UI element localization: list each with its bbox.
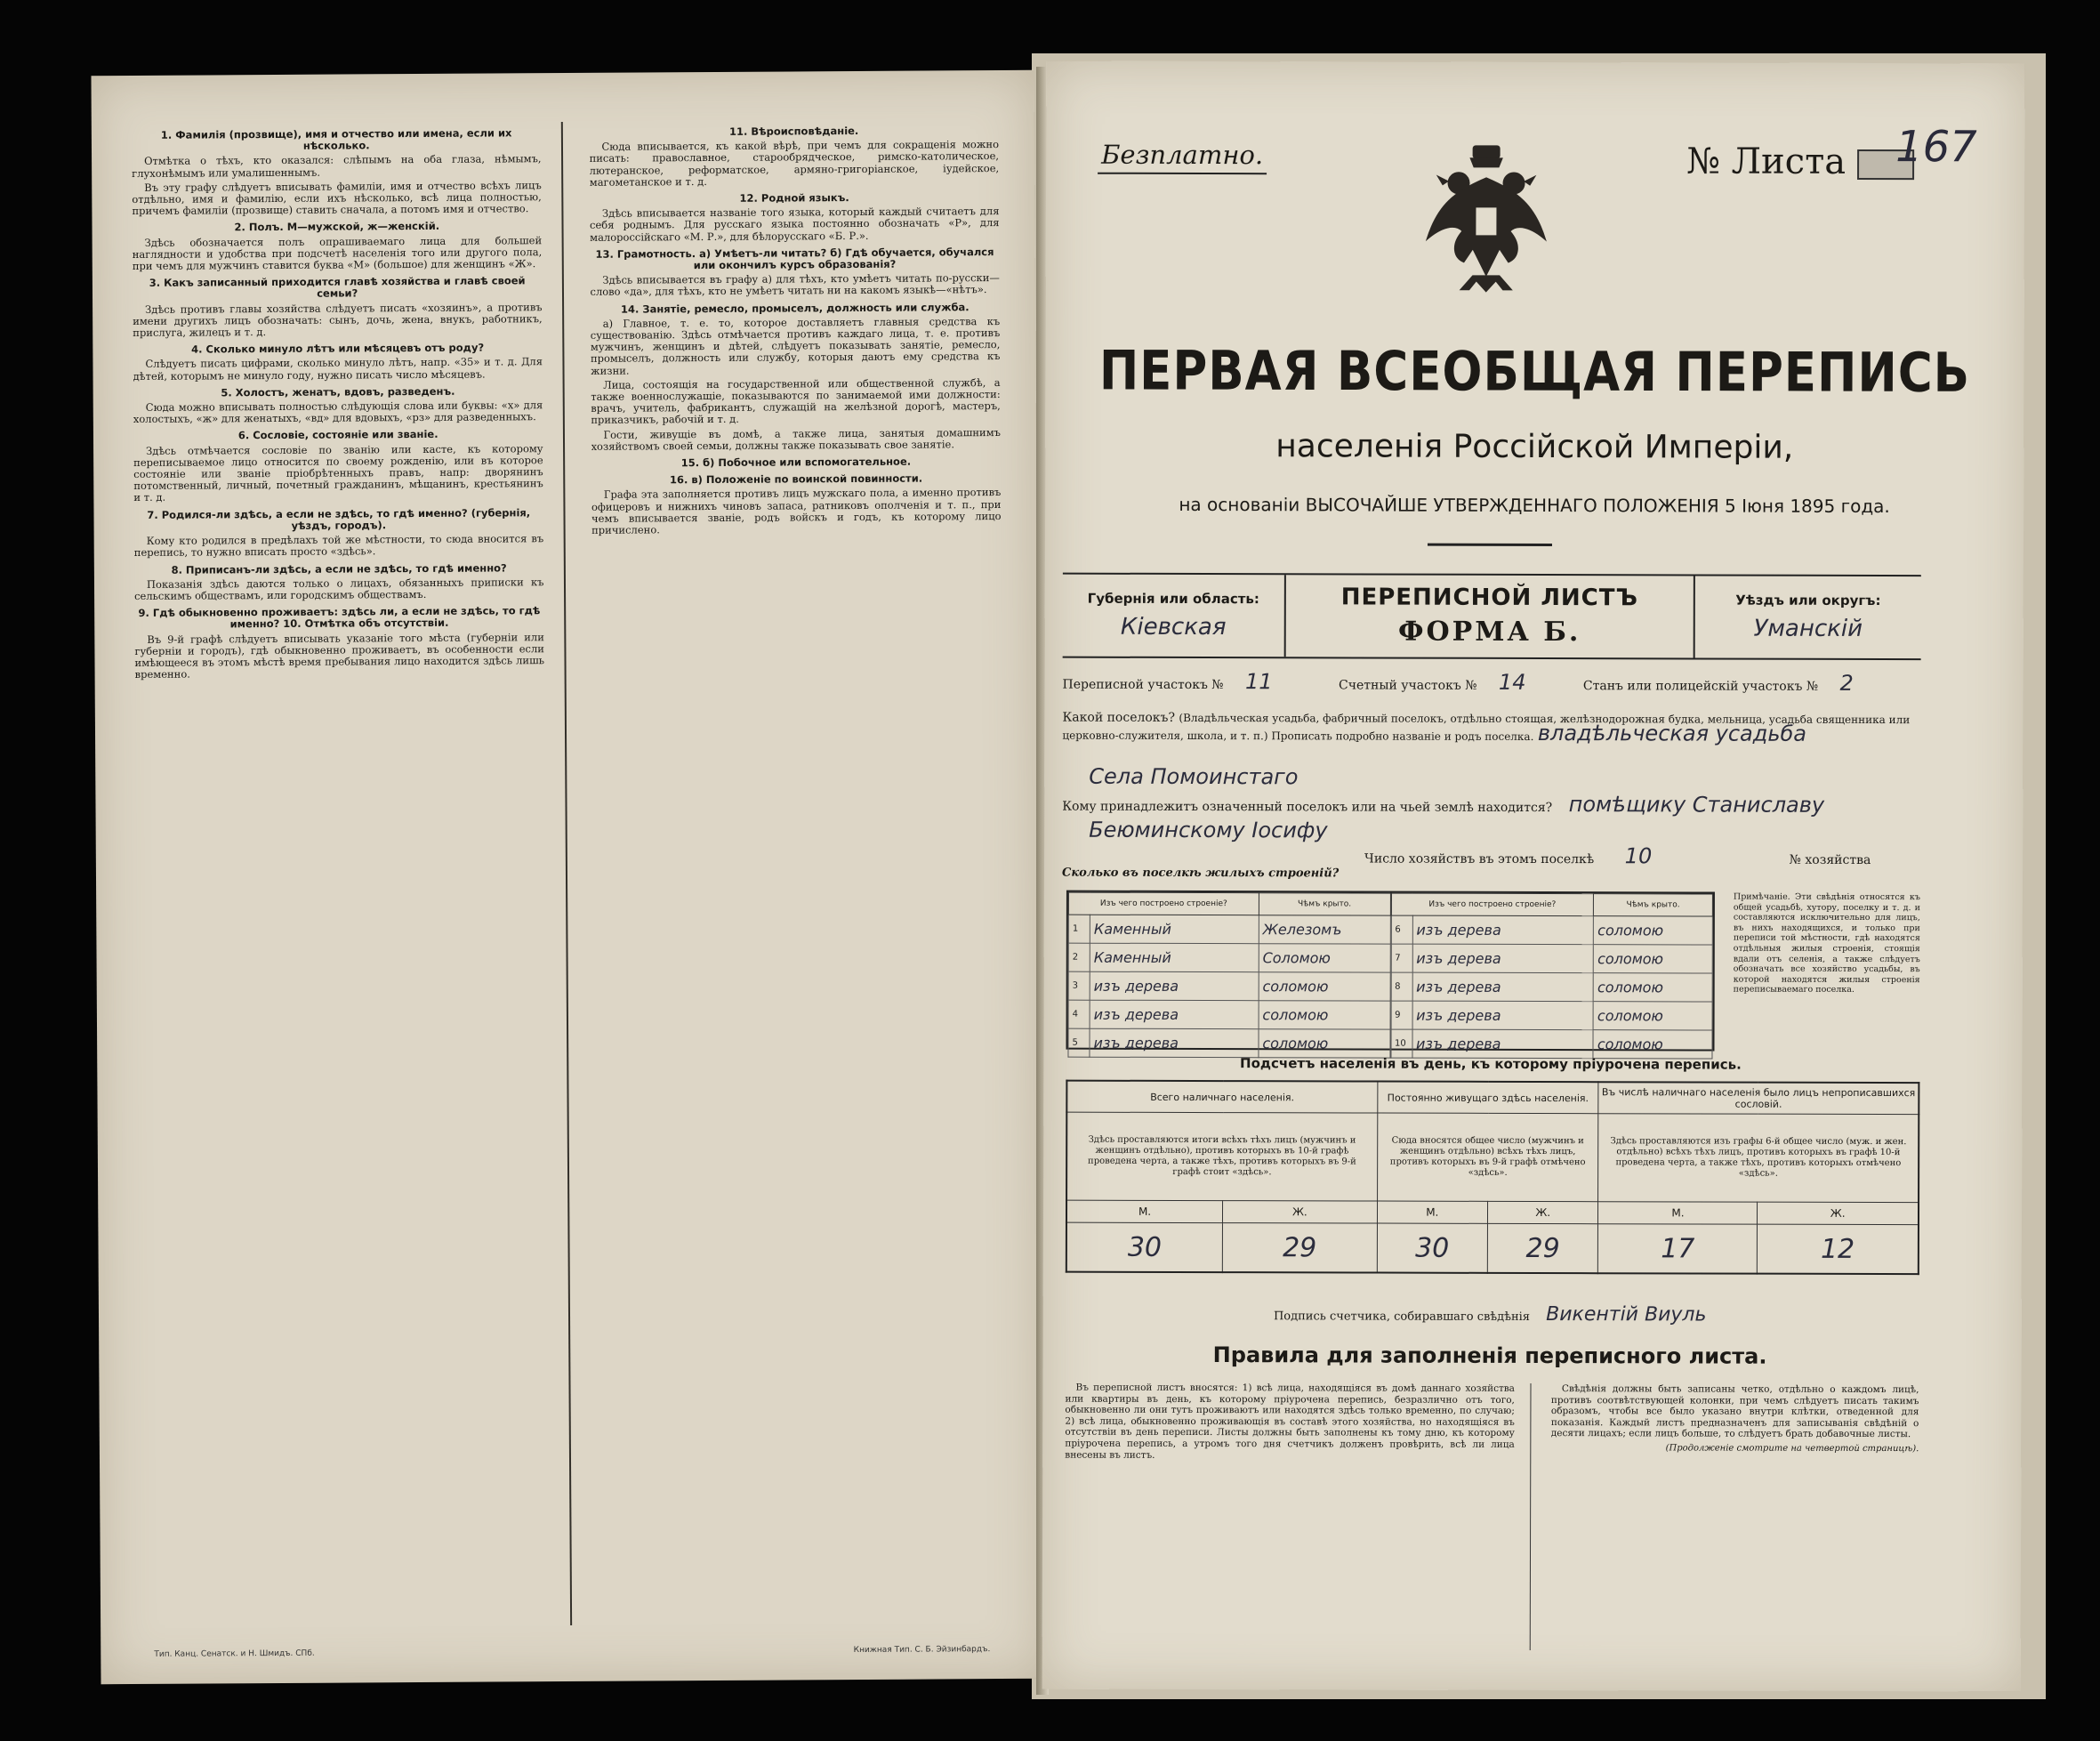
male-label: М. — [1066, 1200, 1223, 1222]
household-number-label: № хозяйства — [1789, 852, 1871, 867]
district-value: Уманскій — [1753, 615, 1863, 642]
building-roof: соломою — [1593, 973, 1712, 1002]
handwritten-page-number: 167 — [1895, 122, 1977, 173]
settlement-line — [1062, 711, 1920, 746]
building-material: изъ дерева — [1412, 944, 1594, 973]
province-label: Губернія или область: — [1087, 590, 1259, 608]
population-desc-total: Здѣсь проставляются итоги всѣхъ тѣхъ лицъ (мужчинъ и женщинъ отдѣльно), противъ которыхъ въ 10-й графѣ проведена черта, а также тѣхъ, противъ которыхъ въ 9-й графѣ стоит «здѣсь». — [1066, 1112, 1377, 1201]
population-count: 12 — [1758, 1224, 1919, 1274]
building-row — [1068, 1000, 1390, 1029]
census-district-line — [1063, 669, 1921, 697]
male-label: М. — [1598, 1202, 1758, 1224]
building-material: Каменный — [1090, 943, 1259, 971]
population-count: 30 — [1377, 1223, 1488, 1273]
building-roof: соломою — [1593, 1002, 1712, 1030]
counting-district-label: Счетный участокъ № — [1338, 678, 1477, 693]
rules-column-right — [1550, 1383, 1919, 1651]
instruction-paragraph: Здѣсь обозначается полъ опрашиваемаго лица для большей наглядности и удобства при подсчетѣ населенія того или другого пола, при чемъ для мужчинъ ставится буква «М» (большое) для женщинъ «Ж». — [132, 233, 543, 273]
settlement-value-1: владѣльческая усадьба — [1537, 721, 1807, 746]
buildings-label: Сколько въ поселкѣ жилыхъ строеній? — [1061, 866, 1340, 881]
instruction-paragraph: а) Главное, т. е. то, которое доставляетъ главныя средства къ существованію. Здѣсь отмѣчается противъ каждаго лица, т. е. противъ мужчинъ, женщинъ и дѣтей, слѣдуетъ показывать занятіе, ремесло, промыселъ, должность или службу, которыя даютъ ему средства къ жизни. — [590, 314, 1001, 377]
form-header — [1063, 573, 1921, 661]
settlement-line-2 — [1062, 764, 1920, 792]
population-title: Подсчетъ населенія въ день, къ которому пріурочена перепись. — [1240, 1055, 1742, 1073]
instruction-heading: 15. б) Побочное или вспомогательное. — [680, 455, 912, 470]
instruction-heading: 3. Какъ записанный приходится главѣ хозяйства и главѣ своей семьи? — [149, 274, 526, 301]
building-row — [1068, 1028, 1390, 1058]
female-label: Ж. — [1223, 1201, 1378, 1223]
population-header-permanent: Постоянно живущаго здѣсь населенія. — [1377, 1082, 1598, 1114]
census-subtitle: населенія Россійской Имперіи, — [1275, 428, 1794, 466]
sheet-number-label: № Листа — [1686, 141, 1847, 182]
counting-district-value: 14 — [1498, 669, 1526, 695]
instruction-paragraph: Въ 9-й графѣ слѣдуетъ вписывать указаніе того мѣста (губерніи или губерніи и городъ), гдѣ обыкновенно проживаетъ, въ особенности если имѣющееся въ этомъ мѣстѣ время пребывания лицо находится здѣсь лишь временно. — [134, 630, 545, 681]
female-label: Ж. — [1758, 1202, 1919, 1224]
instruction-paragraph: Отмѣтка о тѣхъ, кто оказался: слѣпымъ на оба глаза, нѣмымъ, глухонѣмымъ или умалишеннымъ. — [132, 152, 542, 180]
form-title-cell — [1284, 575, 1695, 657]
building-number: 5 — [1068, 1028, 1090, 1057]
population-header-total: Всего наличнаго населенія. — [1066, 1081, 1377, 1113]
instruction-paragraph: Здѣсь отмѣчается сословіе по званію или касте, къ которому переписываемое лицо относится по своему рожденію, или въ которое состояніе или званіе пріобрѣтенныхъ правъ, напр: дворянинъ потомственный, личный, почетный гражданинъ, мѣщанинъ, крестьянинъ и т. д. — [133, 441, 543, 504]
printer-note-right: Книжная Тип. С. Б. Эйзинбардъ. — [853, 1645, 991, 1656]
population-header-other: Въ числѣ наличнаго населенія было лицъ непрописавшихся сословій. — [1598, 1082, 1919, 1114]
population-count: 30 — [1066, 1222, 1223, 1272]
instruction-heading: 9. Гдѣ обыкновенно проживаетъ: здѣсь ли, а если не здѣсь, то гдѣ именно? 10. Отмѣтка объ отсутствіи. — [138, 604, 541, 631]
instruction-paragraph: Гости, живущіе въ домѣ, а также лица, занятыя домашнимъ хозяйствомъ своей семьи, должны также показывать свое занятіе. — [591, 425, 1001, 453]
building-roof: соломою — [1594, 916, 1713, 945]
census-district-label: Переписной участокъ № — [1062, 677, 1224, 693]
building-number: 1 — [1068, 915, 1090, 943]
buildings-col-material: Изъ чего построено строеніе? — [1068, 892, 1259, 915]
instruction-paragraph: Кому кто родился в предѣлахъ той же мѣстности, то сюда вносится въ перепись, то нужно вписать просто «здѣсь». — [133, 532, 544, 560]
building-number: 10 — [1390, 1029, 1412, 1058]
settlement-label: Какой поселокъ? — [1062, 710, 1176, 725]
building-row — [1391, 1001, 1713, 1030]
sheet-number — [1686, 141, 1914, 182]
buildings-col-roof: Чѣмъ крыто. — [1259, 893, 1390, 915]
building-row — [1390, 1029, 1712, 1059]
free-label: Безплатно. — [1098, 140, 1267, 174]
instruction-paragraph: Лица, состоящія на государственной или общественной службѣ, а также военнослужащіе, показываются по занимаемой ими должности: врачъ, учитель, фабрикантъ, служащій на желѣзной дорогѣ, мастеръ, приказчикъ, рабочій и т. д. — [591, 375, 1001, 427]
instruction-paragraph: Сюда вписывается, къ какой вѣрѣ, при чемъ для сокращенія можно писать: православное, старообрядческое, римско-католическое, лютеранское, реформатское, армяно-григоріанское, іудейское, магометанское и т. д. — [589, 138, 1000, 189]
building-material: изъ дерева — [1412, 972, 1594, 1002]
building-row — [1391, 972, 1713, 1002]
title-divider — [1428, 544, 1552, 546]
instruction-heading: 8. Приписанъ-ли здѣсь, а если не здѣсь, то гдѣ именно? — [171, 560, 507, 576]
population-table — [1066, 1080, 1920, 1276]
households-value: 10 — [1624, 843, 1653, 869]
rules-title: Правила для заполненія переписного листа. — [1212, 1342, 1767, 1369]
households-label: Число хозяйствъ въ этомъ поселкѣ — [1364, 851, 1595, 867]
rules-text — [1065, 1382, 1919, 1652]
instruction-paragraph: Слѣдуетъ писать цифрами, сколько минуло лѣтъ, напр. «35» и т. д. Для дѣтей, которымъ не минуло году, нужно писать число мѣсяцевъ. — [133, 355, 543, 383]
buildings-col-roof-2: Чѣмъ крыто. — [1594, 894, 1713, 916]
instruction-heading: 14. Занятіе, ремесло, промыселъ, должность или служба. — [620, 300, 970, 316]
building-material: изъ дерева — [1412, 1029, 1593, 1059]
instruction-paragraph: Здѣсь вписывается въ графу а) для тѣхъ, кто умѣетъ читать по-русски—слово «да», для тѣхъ, кто не умѣетъ читать ни на какомъ языкѣ—«нѣтъ». — [590, 271, 1000, 299]
population-count: 17 — [1598, 1224, 1758, 1274]
province-value: Кіевская — [1120, 613, 1227, 641]
buildings-note: Примѣчаніе. Эти свѣдѣнія относятся къ общей усадьбѣ, хутору, поселку и т. д. и составляются исключительно для лицъ, въ нихъ находящихся, и только при переписи той мѣстности, гдѣ находятся отдѣльныя жилыя строенія, стоящія вдали отъ селенія, а также слѣдуетъ обозначать все хозяйство усадьбы, въ которой находятся жилыя строенія переписываемаго поселка. — [1733, 891, 1920, 995]
district-label: Уѣздъ или округъ: — [1735, 592, 1881, 609]
buildings-table-left — [1067, 892, 1390, 1059]
owner-value-1: помѣщику Станиславу — [1568, 792, 1825, 818]
owner-line — [1062, 791, 1920, 818]
building-number: 6 — [1391, 915, 1412, 944]
population-desc-permanent: Сюда вносятся общее число (мужчинъ и женщинъ отдѣльно) всѣхъ тѣхъ лицъ, противъ которыхъ въ 9-й графѣ отмѣчено «здѣсь». — [1377, 1113, 1598, 1202]
building-row — [1068, 943, 1390, 972]
census-basis: на основаніи ВЫСОЧАЙШЕ УТВЕРЖДЕННАГО ПОЛОЖЕНІЯ 5 Іюня 1895 года. — [1179, 493, 1890, 518]
instructions-column-2 — [589, 119, 1008, 1625]
instruction-paragraph: Здѣсь вписывается названіе того языка, который каждый считаетъ для себя роднымъ. Для русскаго языка постоянно обозначать «Р», для малороссійскаго «М. Р.», для бѣлорусскаго «Б. Р.». — [589, 205, 1000, 244]
printer-note-left: Тип. Канц. Сенатск. и Н. Шмидъ. СПб. — [154, 1648, 315, 1659]
instruction-heading: 12. Родной языкъ. — [739, 191, 849, 205]
building-roof: соломою — [1594, 945, 1713, 973]
instruction-paragraph: Здѣсь противъ главы хозяйства слѣдуетъ писать «хозяинъ», а противъ имени другихъ лицъ обозначать: сынъ, дочь, жена, внукъ, работникъ, прислуга, жилецъ и т. д. — [133, 300, 543, 340]
left-page-footer — [154, 1645, 990, 1659]
population-count: 29 — [1222, 1223, 1377, 1273]
female-label: Ж. — [1487, 1201, 1598, 1223]
right-page — [1042, 61, 2025, 1692]
building-roof: Соломою — [1259, 944, 1390, 972]
building-number: 7 — [1391, 944, 1412, 972]
building-row — [1068, 971, 1390, 1001]
buildings-table — [1066, 891, 1714, 1052]
double-headed-eagle-icon — [1420, 142, 1553, 294]
building-material: изъ дерева — [1090, 1000, 1259, 1028]
building-roof: соломою — [1593, 1030, 1712, 1059]
rules-continued: (Продолженіе смотрите на четвертой страницѣ). — [1665, 1443, 1919, 1455]
instruction-paragraph: Сюда можно вписывать полностью слѣдующія слова или буквы: «х» для холостыхъ, «ж» для женатыхъ, «вд» для вдовыхъ, «рз» для разведенныхъ. — [133, 399, 543, 426]
instructions-column-1 — [132, 122, 572, 1628]
population-values-row — [1066, 1222, 1919, 1274]
signature-value: Викентій Виуль — [1546, 1303, 1707, 1326]
census-district-value: 11 — [1244, 669, 1273, 695]
instruction-heading: 11. Вѣроисповѣданіе. — [728, 124, 859, 138]
province-cell — [1063, 575, 1284, 657]
instruction-heading: 7. Родился-ли здѣсь, а если не здѣсь, то гдѣ именно? (губернія, уѣздъ, городъ). — [147, 505, 531, 532]
building-roof: Железомъ — [1259, 915, 1390, 944]
building-material: изъ дерева — [1090, 1028, 1259, 1057]
building-roof: соломою — [1259, 1029, 1390, 1058]
instruction-heading: 6. Сословіе, состояніе или званіе. — [237, 428, 439, 442]
building-number: 8 — [1391, 972, 1412, 1001]
owner-label: Кому принадлежитъ означенный поселокъ или на чьей землѣ находится? — [1062, 799, 1553, 816]
building-material: изъ дерева — [1090, 971, 1259, 1000]
instruction-paragraph: Показанія здѣсь даются только о лицахъ, обязанныхъ приписки къ сельскимъ обществамъ, или городскимъ обществамъ. — [134, 575, 544, 602]
building-material: изъ дерева — [1412, 915, 1594, 945]
building-material: Каменный — [1090, 915, 1259, 943]
form-type: ФОРМА Б. — [1398, 616, 1581, 649]
buildings-table-right — [1390, 893, 1713, 1060]
police-district-value: 2 — [1839, 670, 1854, 696]
building-number: 3 — [1068, 971, 1090, 1000]
building-number: 4 — [1068, 1000, 1090, 1028]
buildings-col-material-2: Изъ чего построено строеніе? — [1391, 893, 1594, 916]
population-count: 29 — [1487, 1223, 1598, 1273]
form-title: ПЕРЕПИСНОЙ ЛИСТЪ — [1340, 584, 1638, 612]
building-material: изъ дерева — [1412, 1001, 1594, 1030]
settlement-hint: (Владѣльческая усадьба, фабричный поселокъ, отдѣльно стоящая, желѣзнодорожная будка, мельница, усадьба священника или церковно-служителя, школа, и т. п.) Прописать подробно названіе и родъ поселка. — [1062, 711, 1911, 744]
building-roof: соломою — [1259, 1001, 1390, 1029]
instruction-heading: 4. Сколько минуло лѣтъ или мѣсяцевъ отъ роду? — [191, 341, 485, 356]
rules-column-left — [1065, 1382, 1532, 1650]
rules-right-text: Свѣдѣнія должны быть записаны четко, отдѣльно о каждомъ лицѣ, противъ соотвѣтствующей колонки, при чемъ слѣдуетъ писать такимъ образомъ, чтобы все было указано внутри клѣтки, отведенной для показанія. Каждый листъ предназначенъ для записыванія свѣдѣній о десяти лицахъ; если лицъ больше, то слѣдуетъ брать добавочные листы. — [1550, 1383, 1919, 1440]
building-number: 9 — [1391, 1001, 1412, 1029]
instruction-heading: 5. Холостъ, женатъ, вдовъ, разведенъ. — [221, 384, 455, 399]
building-number: 2 — [1068, 943, 1090, 971]
male-label: М. — [1377, 1201, 1488, 1223]
instruction-heading: 13. Грамотность. а) Умѣетъ-ли читать? б) Гдѣ обучается, обучался или окончилъ курсъ образованія? — [595, 245, 994, 272]
owner-value-2: Беюминскому Іосифу — [1089, 817, 1328, 843]
rules-left-text: Въ переписной листъ вносятся: 1) всѣ лица, находящіяся въ домѣ даннаго хозяйства или квартиры въ день, къ которому пріурочена перепись, безразлично отъ того, обыкновенно ли они тутъ проживаютъ или находятся здѣсь только временно, по случаю; 2) всѣ лица, обыкновенно проживающія въ составѣ этого хозяйства, но находящіяся въ отсутствіи въ день переписи. Листы должны быть заполнены къ тому дню, къ которому пріурочена перепись, а утромъ того дня счетчикъ долженъ провѣрить, всѣ ли лица внесены въ листъ. — [1065, 1382, 1515, 1461]
instruction-paragraph: Въ эту графу слѣдуетъ вписывать фамиліи, имя и отчество всѣхъ лицъ отдѣльно, имя и фамилію, если ихъ нѣсколько, всѣ лица полностью, причемъ фамиліи (прозвище) ставить сначала, а потомъ имя и отчество. — [132, 178, 542, 218]
signature-line — [1061, 1302, 1919, 1327]
signature-label: Подпись счетчика, собиравшаго свѣдѣнія — [1273, 1310, 1531, 1324]
population-sex-row — [1066, 1200, 1919, 1225]
settlement-value-2: Села Помоинстаго — [1089, 763, 1299, 790]
building-row — [1391, 944, 1713, 973]
population-desc-other: Здѣсь проставляются изъ графы 6-й общее число (муж. и жен. отдѣльно) всѣхъ тѣхъ лицъ, противъ которыхъ въ графѣ 10-й проведена черта, а также тѣхъ, противъ которыхъ отмѣчено «здѣсь». — [1598, 1114, 1919, 1203]
district-cell — [1695, 576, 1921, 658]
instruction-heading: 1. Фамилія (прозвище), имя и отчество или имена, если их нѣсколько. — [160, 126, 512, 153]
instruction-heading: 2. Полъ. М—мужской, ж—женскій. — [234, 220, 440, 234]
police-district-label: Станъ или полицейскій участокъ № — [1582, 679, 1819, 694]
building-row — [1068, 915, 1390, 944]
building-roof: соломою — [1259, 972, 1390, 1001]
instruction-paragraph: Графа эта заполняется противъ лицъ мужскаго пола, а именно противъ офицеровъ и нижнихъ чиновъ запаса, ратниковъ ополченія и т. п., при чемъ вписывается званіе, родъ войскъ и годъ, къ которому лицо причислено. — [591, 486, 1002, 536]
instruction-heading: 16. в) Положеніе по воинской повинности. — [669, 472, 923, 487]
owner-line-2 — [1062, 818, 1920, 845]
building-row — [1391, 915, 1713, 945]
left-page — [91, 70, 1043, 1684]
census-title: ПЕРВАЯ ВСЕОБЩАЯ ПЕРЕПИСЬ — [1098, 340, 1971, 405]
left-page-columns — [132, 119, 1008, 1628]
